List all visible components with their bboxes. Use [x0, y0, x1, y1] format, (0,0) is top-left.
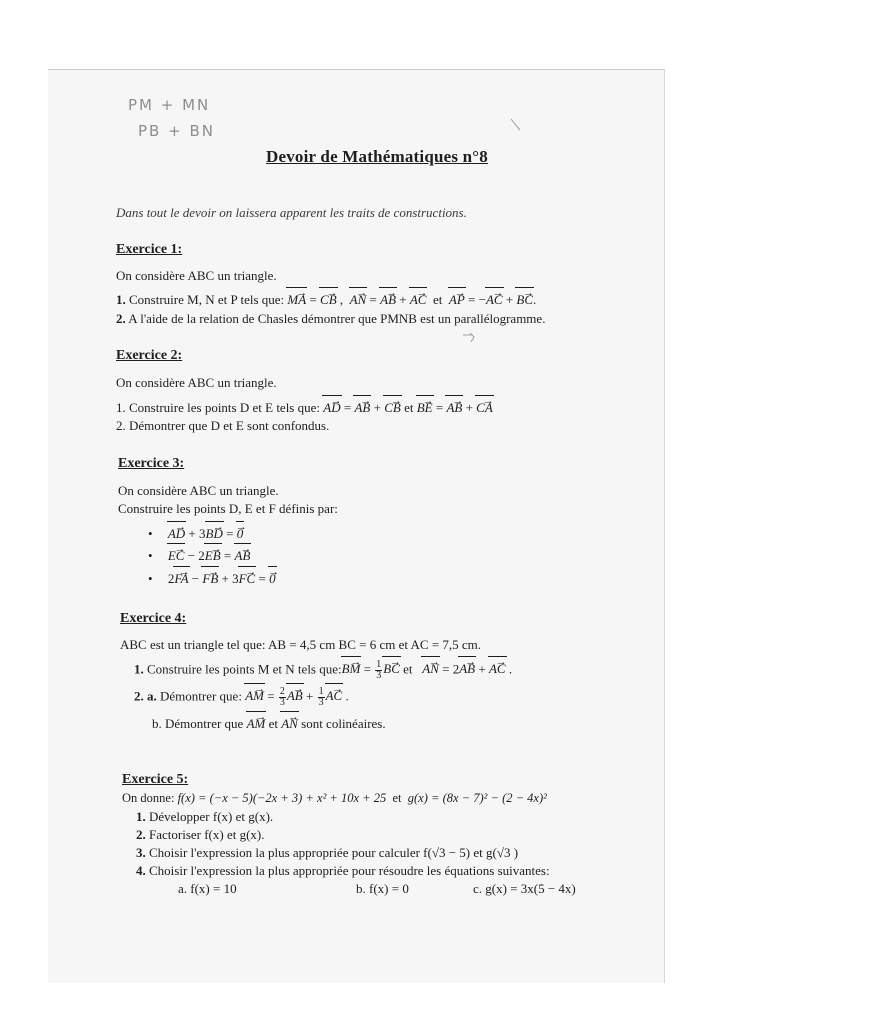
- vector-AB: → AB: [235, 548, 251, 564]
- exercise-3-item-1: • → AD + 3→ BD = → 0: [148, 526, 243, 542]
- question-number: 2.: [136, 827, 146, 842]
- vector-AM: → AM: [247, 716, 266, 732]
- vector-AN: → AN: [281, 716, 298, 732]
- question-number: 2. a.: [134, 688, 157, 704]
- question-text-end: sont colinéaires.: [301, 716, 386, 731]
- exercise-1-statement: On considère ABC un triangle.: [116, 268, 277, 283]
- vector-BE: → BE: [417, 400, 433, 416]
- question-number: 2.: [116, 311, 126, 326]
- exercise-3-heading: Exercice 3:: [118, 456, 185, 471]
- exercise-5-question-2: [136, 827, 265, 843]
- vector-AP: → AP: [449, 292, 465, 308]
- question-text: Factoriser f(x) et g(x).: [149, 827, 265, 842]
- vector-CB: → CB: [320, 292, 337, 308]
- exercise-3-item-3: • 2→ FA − → FB + 3→ FC = → 0: [148, 571, 276, 587]
- vector-BD: → BD: [206, 526, 223, 542]
- exercise-4-question-2a: 2. a. Démontrer que: → AM = $\frac{2}{3}$ → AB + $\frac{1}{3}$ → AC .: [134, 687, 349, 708]
- exercise-4-statement: ABC est un triangle tel que: AB = 4,5 cm BC = 6 cm et AC = 7,5 cm.: [120, 637, 482, 652]
- exercise-5-heading: Exercice 5:: [122, 772, 189, 787]
- exercise-4-heading: Exercice 4:: [120, 611, 187, 626]
- exercise-4-question-2b: [152, 716, 386, 732]
- exercise-5-statement: [122, 791, 547, 806]
- question-text: 1. Construire les points D et E tels que:: [116, 400, 321, 415]
- exercise-5-question-3: [136, 845, 518, 861]
- vector-zero: → 0: [269, 571, 276, 587]
- question-number: 1.: [134, 661, 144, 677]
- vector-AN: → AN: [422, 661, 439, 677]
- intro-text: Dans tout le devoir on laissera apparent les traits de constructions.: [116, 205, 467, 220]
- question-number: 1.: [136, 809, 146, 824]
- vector-BM: → BM: [342, 661, 361, 677]
- question-number: 4.: [136, 863, 146, 878]
- vector-EC: → EC: [168, 548, 185, 564]
- function-f: f(x) = (−x − 5)(−2x + 3) + x² + 10x + 25: [177, 791, 387, 805]
- exercise-2-question-1: 1. Construire les points D et E tels que: → AD = → AB + → CB et → BE = → AB + → CA: [116, 400, 493, 416]
- page-title: Devoir de Mathématiques n°8: [266, 147, 489, 166]
- worksheet-page: [48, 69, 665, 983]
- exercise-5-equation-b: b. f(x) = 0: [356, 881, 409, 896]
- fraction-one-third: $\frac{1}{3}$: [376, 659, 382, 681]
- exercise-5-equation-a: a. f(x) = 10: [178, 881, 237, 896]
- vector-AB: → AB: [459, 661, 475, 677]
- exercise-3-instruction: Construire les points D, E et F définis par:: [118, 501, 338, 516]
- question-number: 3.: [136, 845, 146, 860]
- vector-AD: → AD: [323, 400, 340, 416]
- exercise-1-heading: Exercice 1:: [116, 242, 183, 257]
- exercise-4-question-1: 1. Construire les points M et N tels que:→ BM = $\frac{1}{3}$ → BC et → AN = 2→ AB + → AC .: [134, 660, 512, 681]
- handwritten-note-2: PB + BN: [138, 122, 215, 140]
- pencil-mark: [462, 332, 476, 344]
- vector-AB: → AB: [287, 688, 303, 704]
- conjunction: et: [392, 791, 402, 805]
- question-text: Construire M, N et P tels que:: [129, 292, 285, 307]
- vector-FA: → FA: [174, 571, 188, 587]
- question-text: Choisir l'expression la plus appropriée pour résoudre les équations suivantes:: [149, 863, 550, 878]
- handwritten-note-1: PM + MN: [128, 96, 211, 114]
- vector-AN: → AN: [350, 292, 367, 308]
- exercise-1-question-2: [116, 311, 545, 327]
- function-g: g(x) = (8x − 7)² − (2 − 4x)²: [407, 791, 547, 805]
- vector-EB: → EB: [205, 548, 221, 564]
- statement-label: On donne:: [122, 791, 175, 805]
- exercise-5-question-4: [136, 863, 550, 879]
- exercise-5-equation-c: c. g(x) = 3x(5 − 4x): [473, 881, 576, 896]
- exercise-5-question-1: [136, 809, 273, 825]
- pencil-mark: [510, 118, 522, 132]
- question-text: Construire les points M et N tels que:: [147, 661, 342, 677]
- vector-CB: → CB: [384, 400, 401, 416]
- question-text: Choisir l'expression la plus appropriée pour calculer f(√3 − 5) et g(√3 ): [149, 845, 519, 860]
- vector-CA: → CA: [476, 400, 493, 416]
- vector-AC: → AC: [489, 661, 506, 677]
- exercise-1-question-1: 1. Construire M, N et P tels que: → MA = → CB , → AN = → AB + → AC et → AP = −→ AC + → BC.: [116, 292, 536, 308]
- vector-BC: → BC: [516, 292, 533, 308]
- fraction-one-third: $\frac{1}{3}$: [318, 686, 324, 708]
- question-text: Développer f(x) et g(x).: [149, 809, 274, 824]
- exercise-3-item-2: • → EC − 2→ EB = → AB: [148, 548, 250, 564]
- vector-zero: → 0: [237, 526, 244, 542]
- question-number: 1.: [116, 292, 126, 307]
- question-text: b. Démontrer que: [152, 716, 244, 731]
- vector-BC: → BC: [383, 661, 400, 677]
- vector-AC: → AC: [486, 292, 503, 308]
- vector-AD: → AD: [168, 526, 185, 542]
- vector-AC: → AC: [326, 688, 343, 704]
- fraction-two-thirds: $\frac{2}{3}$: [279, 686, 285, 708]
- vector-FB: → FB: [202, 571, 218, 587]
- question-text: A l'aide de la relation de Chasles démontrer que PMNB est un parallélogramme.: [128, 311, 546, 326]
- exercise-2-heading: Exercice 2:: [116, 348, 183, 363]
- conjunction: et: [268, 716, 279, 731]
- vector-AM: → AM: [245, 688, 264, 704]
- vector-AC: → AC: [410, 292, 427, 308]
- question-text: Démontrer que:: [160, 688, 242, 704]
- exercise-2-statement: On considère ABC un triangle.: [116, 375, 277, 390]
- vector-FC: → FC: [239, 571, 256, 587]
- exercise-2-question-2: 2. Démontrer que D et E sont confondus.: [116, 418, 330, 433]
- vector-AB: → AB: [380, 292, 396, 308]
- vector-AB: → AB: [446, 400, 462, 416]
- vector-AB: → AB: [354, 400, 370, 416]
- exercise-3-statement: On considère ABC un triangle.: [118, 483, 279, 498]
- vector-MA: → MA: [287, 292, 306, 308]
